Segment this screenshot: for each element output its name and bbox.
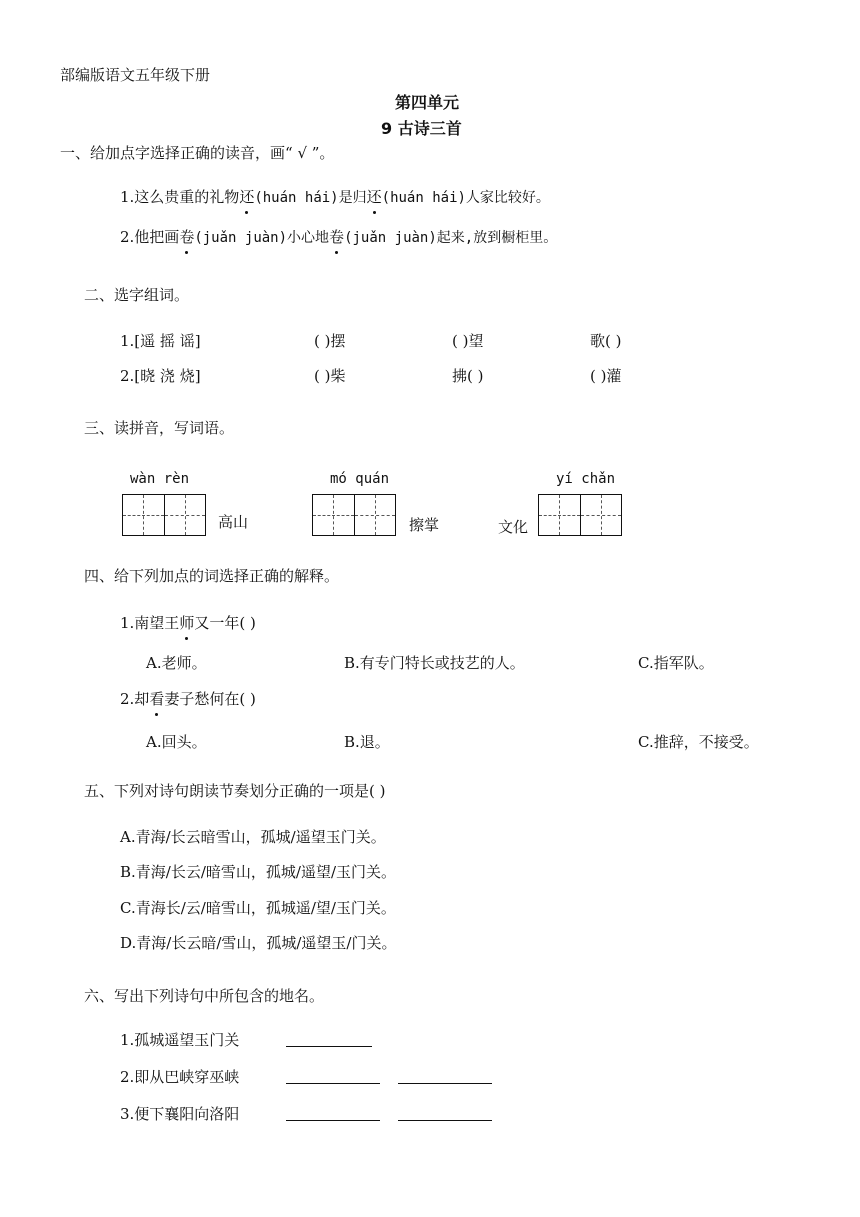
- s4-question-2: [120, 688, 256, 709]
- pinyin-label: mó quán: [330, 471, 390, 487]
- grid-cell: [580, 495, 622, 535]
- lesson-title: 9 古诗三首: [381, 119, 462, 138]
- section-6-title: 六、写出下列诗句中所包含的地名。: [84, 987, 325, 1005]
- word-prefix: 文化: [498, 518, 529, 536]
- poem-line: 3.便下襄阳向洛阳: [120, 1105, 240, 1123]
- grid-cell: [354, 495, 396, 535]
- section-3-title: 三、读拼音，写词语。: [84, 419, 235, 437]
- option-a: A.回头。: [146, 733, 207, 751]
- section-1-title: 一、给加点字选择正确的读音，画“ √ ”。: [60, 144, 335, 162]
- writing-grid[interactable]: [312, 494, 396, 536]
- text: 1.这么贵重的礼物: [120, 188, 240, 206]
- word-suffix: 高山: [218, 513, 249, 531]
- pinyin-label: yí chǎn: [556, 471, 616, 487]
- option-c: C.推辞，不接受。: [638, 733, 759, 751]
- text: (huán hái)人家比较好。: [381, 190, 550, 206]
- answer-blank[interactable]: [286, 1082, 380, 1084]
- page-header: 部编版语文五年级下册: [60, 66, 211, 84]
- s2-blank: 歌( ): [590, 332, 622, 350]
- s1-question-1: [120, 186, 550, 207]
- poem-line: 1.孤城遥望玉门关: [120, 1031, 240, 1049]
- option-b: B.退。: [344, 733, 390, 751]
- text: 1.南望王: [120, 614, 180, 632]
- poem-line: 2.即从巴峡穿巫峡: [120, 1068, 240, 1086]
- text: 又一年( ): [194, 614, 256, 632]
- text: (juǎn juàn)起来,放到橱柜里。: [344, 230, 558, 246]
- grid-cell: [313, 495, 354, 535]
- option-b: B.青海/长云/暗雪山，孤城/遥望/玉门关。: [120, 863, 397, 881]
- s2-blank: ( )望: [452, 332, 484, 350]
- section-2-title: 二、选字组词。: [84, 286, 190, 304]
- answer-blank[interactable]: [286, 1119, 380, 1121]
- dotted-char: 卷: [179, 228, 195, 246]
- word-suffix: 擦掌: [409, 516, 440, 534]
- answer-blank[interactable]: [286, 1045, 372, 1047]
- section-4-title: 四、给下列加点的词选择正确的解释。: [84, 567, 340, 585]
- option-a: A.青海/长云暗雪山，孤城/遥望玉门关。: [120, 828, 386, 846]
- writing-grid[interactable]: [122, 494, 206, 536]
- text: (juǎn juàn)小心地: [194, 230, 330, 246]
- answer-blank[interactable]: [398, 1119, 492, 1121]
- dotted-char: 卷: [329, 228, 345, 246]
- dotted-char: 还: [239, 188, 255, 206]
- text: 2.他把画: [120, 228, 180, 246]
- grid-cell: [123, 495, 164, 535]
- s2-blank: ( )灌: [590, 367, 622, 385]
- s2-blank: ( )柴: [314, 367, 346, 385]
- s2-bracket-1: 1.[遥 摇 谣]: [120, 332, 201, 350]
- answer-blank[interactable]: [398, 1082, 492, 1084]
- text: (huán hái)是归: [254, 190, 367, 206]
- s2-blank: 拂( ): [452, 367, 484, 385]
- option-b: B.有专门特长或技艺的人。: [344, 654, 525, 672]
- option-c: C.青海长/云/暗雪山，孤城遥/望/玉门关。: [120, 899, 396, 917]
- s2-blank: ( )摆: [314, 332, 346, 350]
- writing-grid[interactable]: [538, 494, 622, 536]
- option-c: C.指军队。: [638, 654, 714, 672]
- pinyin-label: wàn rèn: [130, 471, 190, 487]
- text: 妻子愁何在( ): [164, 690, 256, 708]
- s2-bracket-2: 2.[晓 浇 烧]: [120, 367, 201, 385]
- dotted-char: 还: [366, 188, 382, 206]
- option-a: A.老师。: [146, 654, 207, 672]
- option-d: D.青海/长云暗/雪山，孤城/遥望玉/门关。: [120, 934, 397, 952]
- grid-cell: [164, 495, 206, 535]
- section-5-title: 五、下列对诗句朗读节奏划分正确的一项是( ): [84, 782, 386, 800]
- s1-question-2: [120, 226, 557, 247]
- grid-cell: [539, 495, 580, 535]
- unit-title: 第四单元: [395, 93, 460, 112]
- s4-question-1: [120, 612, 256, 633]
- dotted-char: 看: [149, 690, 165, 708]
- dotted-char: 师: [179, 614, 195, 632]
- text: 2.却: [120, 690, 150, 708]
